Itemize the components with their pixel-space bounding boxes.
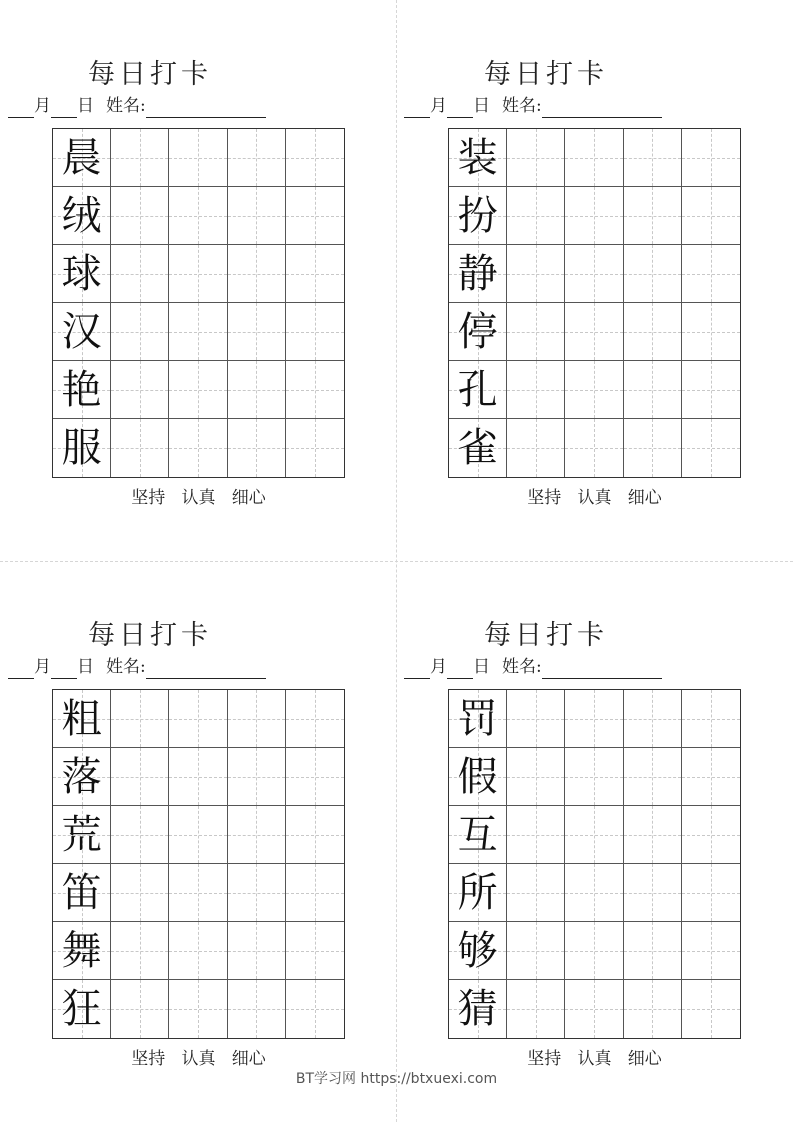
card-title: 每日打卡 bbox=[484, 620, 608, 651]
model-character: 猜 bbox=[457, 986, 498, 1032]
practice-cell[interactable] bbox=[228, 129, 286, 187]
model-character: 扮 bbox=[457, 192, 498, 239]
practice-cell[interactable] bbox=[286, 245, 344, 303]
practice-cell[interactable] bbox=[624, 187, 682, 245]
practice-cell[interactable] bbox=[565, 748, 623, 806]
month-blank[interactable] bbox=[404, 660, 430, 679]
model-character-cell bbox=[449, 806, 507, 864]
practice-cell[interactable] bbox=[624, 980, 682, 1038]
practice-cell[interactable] bbox=[682, 690, 740, 748]
practice-cell[interactable] bbox=[286, 419, 344, 477]
name-blank[interactable] bbox=[542, 99, 662, 118]
practice-cell[interactable] bbox=[565, 806, 623, 864]
practice-cell[interactable] bbox=[682, 748, 740, 806]
practice-cell[interactable] bbox=[565, 129, 623, 187]
model-character-cell bbox=[53, 303, 111, 361]
name-blank[interactable] bbox=[146, 99, 266, 118]
model-character: 荒 bbox=[61, 811, 102, 858]
model-character-cell bbox=[449, 245, 507, 303]
practice-cell[interactable] bbox=[169, 419, 227, 477]
day-blank[interactable] bbox=[447, 99, 473, 118]
practice-cell[interactable] bbox=[624, 245, 682, 303]
model-character: 舞 bbox=[61, 927, 102, 974]
model-character-cell bbox=[53, 806, 111, 864]
date-name-header bbox=[404, 655, 698, 679]
model-character: 笛 bbox=[61, 869, 102, 916]
practice-cell[interactable] bbox=[624, 806, 682, 864]
name-label: 姓名: bbox=[502, 96, 542, 116]
model-character-cell bbox=[53, 748, 111, 806]
model-character: 装 bbox=[457, 134, 498, 181]
practice-cell[interactable] bbox=[111, 806, 169, 864]
name-label: 姓名: bbox=[106, 657, 146, 677]
model-character: 粗 bbox=[61, 695, 102, 742]
practice-cell[interactable] bbox=[565, 980, 623, 1038]
practice-cell[interactable] bbox=[169, 980, 227, 1038]
model-character: 互 bbox=[457, 811, 498, 858]
practice-cell[interactable] bbox=[507, 303, 565, 361]
card-title: 每日打卡 bbox=[88, 59, 212, 90]
practice-cell[interactable] bbox=[286, 187, 344, 245]
card-title: 每日打卡 bbox=[484, 59, 608, 90]
date-name-header bbox=[404, 94, 698, 118]
practice-cell[interactable] bbox=[228, 806, 286, 864]
motto: 坚持 认真 细心 bbox=[527, 488, 662, 508]
day-blank[interactable] bbox=[51, 660, 77, 679]
model-character-cell bbox=[449, 864, 507, 922]
practice-cell[interactable] bbox=[111, 245, 169, 303]
writing-grid bbox=[52, 128, 345, 478]
name-label: 姓名: bbox=[502, 657, 542, 677]
practice-cell[interactable] bbox=[624, 922, 682, 980]
practice-cell[interactable] bbox=[624, 303, 682, 361]
practice-cell[interactable] bbox=[565, 419, 623, 477]
practice-cell[interactable] bbox=[624, 419, 682, 477]
practice-cell[interactable] bbox=[228, 690, 286, 748]
model-character: 艳 bbox=[61, 366, 102, 413]
model-character: 静 bbox=[457, 250, 498, 297]
writing-grid bbox=[448, 689, 741, 1039]
practice-cell[interactable] bbox=[111, 129, 169, 187]
practice-cell[interactable] bbox=[624, 748, 682, 806]
month-blank[interactable] bbox=[8, 99, 34, 118]
practice-cell[interactable] bbox=[169, 922, 227, 980]
month-label: 月 bbox=[430, 657, 447, 677]
month-label: 月 bbox=[34, 96, 51, 116]
date-name-header bbox=[8, 94, 302, 118]
practice-cell[interactable] bbox=[682, 864, 740, 922]
model-character-cell bbox=[449, 303, 507, 361]
practice-cell[interactable] bbox=[169, 187, 227, 245]
name-blank[interactable] bbox=[542, 660, 662, 679]
practice-cell[interactable] bbox=[507, 129, 565, 187]
practice-cell[interactable] bbox=[286, 303, 344, 361]
day-label: 日 bbox=[77, 657, 94, 677]
motto: 坚持 认真 细心 bbox=[527, 1049, 662, 1069]
model-character-cell bbox=[53, 864, 111, 922]
model-character: 晨 bbox=[61, 134, 102, 181]
practice-cell[interactable] bbox=[565, 864, 623, 922]
model-character-cell bbox=[449, 419, 507, 477]
practice-cell[interactable] bbox=[228, 245, 286, 303]
day-blank[interactable] bbox=[447, 660, 473, 679]
day-blank[interactable] bbox=[51, 99, 77, 118]
model-character-cell bbox=[53, 419, 111, 477]
motto: 坚持 认真 细心 bbox=[131, 1049, 266, 1069]
model-character: 汉 bbox=[61, 308, 102, 355]
practice-cell[interactable] bbox=[169, 361, 227, 419]
practice-cell[interactable] bbox=[507, 361, 565, 419]
name-label: 姓名: bbox=[106, 96, 146, 116]
model-character: 球 bbox=[61, 250, 102, 297]
practice-cell[interactable] bbox=[228, 361, 286, 419]
practice-cell[interactable] bbox=[682, 303, 740, 361]
practice-card bbox=[396, 0, 696, 508]
practice-cell[interactable] bbox=[624, 864, 682, 922]
practice-cell[interactable] bbox=[624, 690, 682, 748]
practice-cell[interactable] bbox=[565, 361, 623, 419]
model-character-cell bbox=[449, 922, 507, 980]
practice-cell[interactable] bbox=[682, 922, 740, 980]
writing-grid bbox=[448, 128, 741, 478]
model-character: 罚 bbox=[457, 695, 498, 742]
model-character-cell bbox=[449, 690, 507, 748]
model-character-cell bbox=[53, 690, 111, 748]
practice-cell[interactable] bbox=[169, 806, 227, 864]
model-character-cell bbox=[53, 129, 111, 187]
model-character: 够 bbox=[457, 927, 498, 974]
practice-cell[interactable] bbox=[565, 303, 623, 361]
model-character: 停 bbox=[457, 308, 498, 355]
day-label: 日 bbox=[77, 96, 94, 116]
practice-cell[interactable] bbox=[169, 303, 227, 361]
model-character: 落 bbox=[61, 753, 102, 800]
practice-cell[interactable] bbox=[169, 690, 227, 748]
practice-cell[interactable] bbox=[286, 129, 344, 187]
practice-cell[interactable] bbox=[565, 690, 623, 748]
practice-cell[interactable] bbox=[507, 690, 565, 748]
model-character-cell bbox=[449, 361, 507, 419]
practice-cell[interactable] bbox=[228, 748, 286, 806]
model-character-cell bbox=[53, 980, 111, 1038]
practice-cell[interactable] bbox=[111, 419, 169, 477]
model-character: 雀 bbox=[457, 425, 498, 471]
practice-cell[interactable] bbox=[286, 806, 344, 864]
practice-cell[interactable] bbox=[507, 806, 565, 864]
practice-cell[interactable] bbox=[682, 361, 740, 419]
practice-cell[interactable] bbox=[169, 129, 227, 187]
model-character-cell bbox=[53, 922, 111, 980]
model-character: 所 bbox=[457, 869, 498, 916]
practice-cell[interactable] bbox=[682, 806, 740, 864]
model-character-cell bbox=[53, 187, 111, 245]
day-label: 日 bbox=[473, 96, 490, 116]
month-blank[interactable] bbox=[404, 99, 430, 118]
practice-cell[interactable] bbox=[682, 245, 740, 303]
model-character-cell bbox=[449, 187, 507, 245]
motto: 坚持 认真 细心 bbox=[131, 488, 266, 508]
practice-cell[interactable] bbox=[111, 303, 169, 361]
practice-cell[interactable] bbox=[682, 129, 740, 187]
practice-cell[interactable] bbox=[169, 748, 227, 806]
practice-cell[interactable] bbox=[624, 129, 682, 187]
model-character-cell bbox=[449, 748, 507, 806]
practice-cell[interactable] bbox=[682, 980, 740, 1038]
practice-cell[interactable] bbox=[228, 303, 286, 361]
practice-cell[interactable] bbox=[624, 361, 682, 419]
card-title: 每日打卡 bbox=[88, 620, 212, 651]
practice-cell[interactable] bbox=[169, 864, 227, 922]
practice-cell[interactable] bbox=[228, 419, 286, 477]
model-character: 绒 bbox=[61, 192, 102, 239]
practice-cell[interactable] bbox=[286, 748, 344, 806]
practice-cell[interactable] bbox=[111, 187, 169, 245]
practice-cell[interactable] bbox=[286, 922, 344, 980]
practice-cell[interactable] bbox=[228, 187, 286, 245]
practice-cell[interactable] bbox=[682, 419, 740, 477]
practice-cell[interactable] bbox=[507, 419, 565, 477]
practice-cell[interactable] bbox=[507, 922, 565, 980]
practice-cell[interactable] bbox=[565, 245, 623, 303]
model-character: 孔 bbox=[457, 366, 498, 413]
day-label: 日 bbox=[473, 657, 490, 677]
practice-cell[interactable] bbox=[286, 690, 344, 748]
practice-cell[interactable] bbox=[111, 361, 169, 419]
practice-cell[interactable] bbox=[111, 748, 169, 806]
practice-cell[interactable] bbox=[286, 864, 344, 922]
practice-cell[interactable] bbox=[682, 187, 740, 245]
practice-cell[interactable] bbox=[565, 922, 623, 980]
model-character-cell bbox=[53, 245, 111, 303]
practice-cell[interactable] bbox=[507, 864, 565, 922]
model-character: 服 bbox=[61, 425, 102, 471]
footer-watermark: BT学习网 https://btxuexi.com bbox=[295, 1071, 498, 1087]
practice-cell[interactable] bbox=[507, 748, 565, 806]
practice-card bbox=[0, 561, 300, 1069]
name-blank[interactable] bbox=[146, 660, 266, 679]
month-blank[interactable] bbox=[8, 660, 34, 679]
practice-card bbox=[396, 561, 696, 1069]
model-character-cell bbox=[449, 980, 507, 1038]
model-character-cell bbox=[449, 129, 507, 187]
model-character: 狂 bbox=[61, 986, 102, 1032]
practice-cell[interactable] bbox=[111, 690, 169, 748]
practice-cell[interactable] bbox=[286, 980, 344, 1038]
date-name-header bbox=[8, 655, 302, 679]
model-character-cell bbox=[53, 361, 111, 419]
practice-cell[interactable] bbox=[286, 361, 344, 419]
practice-cell[interactable] bbox=[507, 245, 565, 303]
practice-cell[interactable] bbox=[111, 922, 169, 980]
practice-cell[interactable] bbox=[169, 245, 227, 303]
practice-cell[interactable] bbox=[228, 864, 286, 922]
model-character: 假 bbox=[457, 753, 498, 800]
month-label: 月 bbox=[430, 96, 447, 116]
practice-cell[interactable] bbox=[111, 864, 169, 922]
practice-cell[interactable] bbox=[507, 187, 565, 245]
practice-card bbox=[0, 0, 300, 508]
practice-cell[interactable] bbox=[111, 980, 169, 1038]
practice-cell[interactable] bbox=[565, 187, 623, 245]
practice-cell[interactable] bbox=[228, 922, 286, 980]
practice-cell[interactable] bbox=[228, 980, 286, 1038]
writing-grid bbox=[52, 689, 345, 1039]
month-label: 月 bbox=[34, 657, 51, 677]
practice-cell[interactable] bbox=[507, 980, 565, 1038]
